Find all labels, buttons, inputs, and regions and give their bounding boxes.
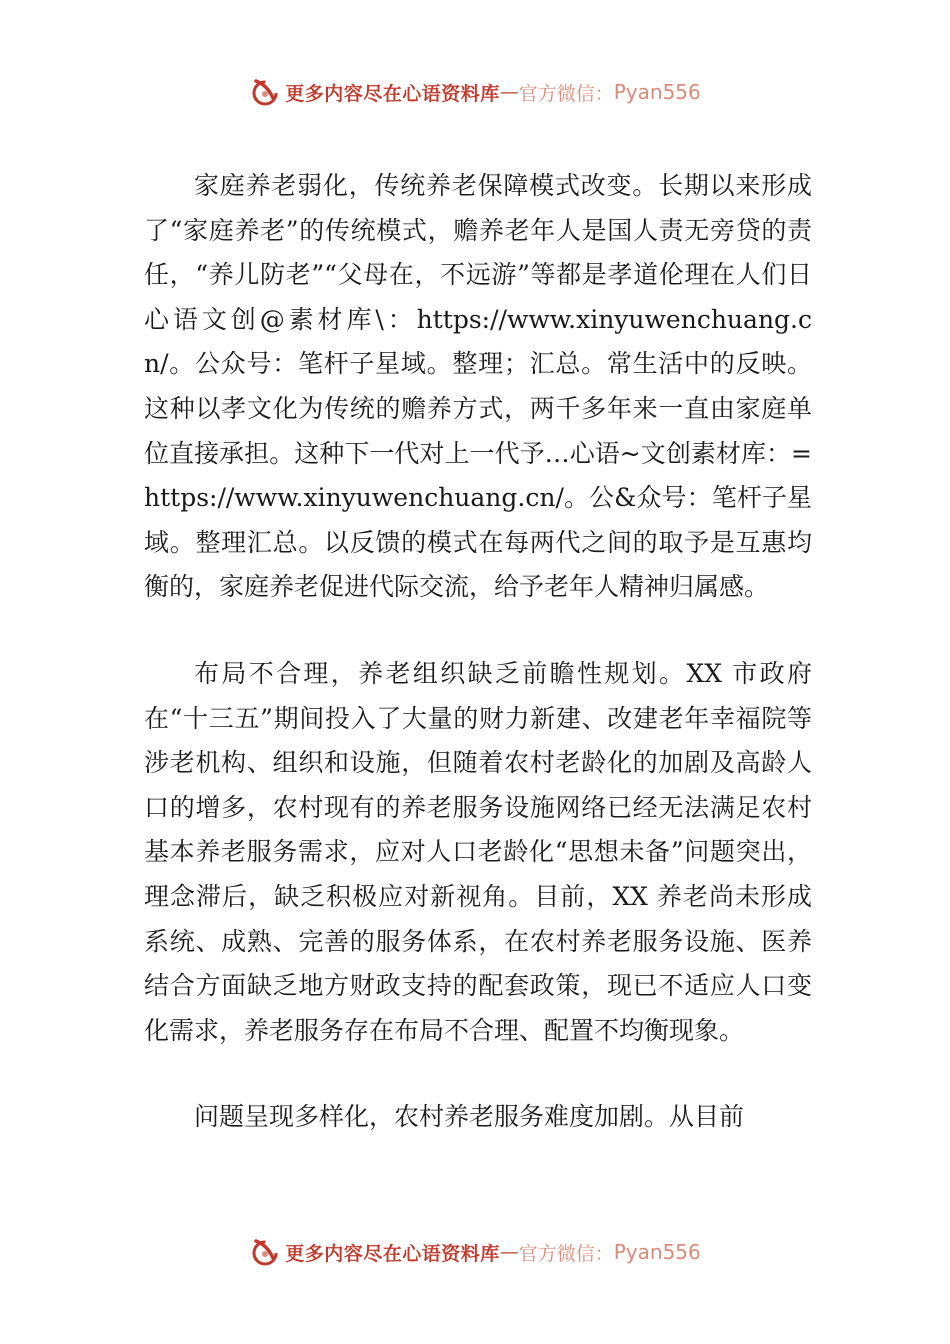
banner-separator: — bbox=[499, 1241, 519, 1263]
paragraph-service-difficulty: 问题呈现多样化，农村养老服务难度加剧。从目前 bbox=[194, 1102, 745, 1132]
header-banner bbox=[0, 72, 950, 112]
paragraph-layout-planning: 布局不合理，养老组织缺乏前瞻性规划。XX 市政府在“十三五”期间投入了大量的财力新建、改建老年幸福院等涉老机构、组织和设施，但随着农村老龄化的加剧及高龄人口的增多，农村现有的养老服务设施网络已经无法满足农村基本养老服务需求，应对人口老龄化“思想未备”问题突出，理念滞后，缺乏积极应对新视角。目前，XX 养老尚未形成系统、成熟、完善的服务体系，在农村养老服务设施、医养结合方面缺乏地方财政支持的配套政策，现已不适应人口变化需求，养老服务存在布局不合理、配置不均衡现象。 bbox=[144, 658, 812, 1045]
banner-wechat-label: 官方微信： bbox=[518, 82, 614, 105]
document-body bbox=[144, 164, 812, 1140]
banner-brand-text: 更多内容尽在心语资料库 bbox=[285, 1242, 500, 1265]
paragraph-family-care: 家庭养老弱化，传统养老保障模式改变。长期以来形成了“家庭养老”的传统模式，赡养老年人是国人责无旁贷的责任，“养儿防老”“父母在，不远游”等都是孝道伦理在人们日心语文创@素材库\：https://www.xinyuwenchuang.cn/。公众号：笔杆子星域。整理；汇总。常生活中的反映。这种以孝文化为传统的赡养方式，两千多年来一直由家庭单位直接承担。这种下一代对上一代予…心语~文创素材库：=https://www.xinyuwenchuang.cn/。公&众号：笔杆子星域。整理汇总。以反馈的模式在每两代之间的取予是互惠均衡的，家庭养老促进代际交流，给予老年人精神归属感。 bbox=[144, 171, 812, 602]
brush-circle-logo-icon bbox=[249, 1236, 281, 1268]
banner-wechat-id: Pyan556 bbox=[613, 80, 701, 104]
brush-circle-logo-icon bbox=[249, 76, 281, 108]
banner-brand-text: 更多内容尽在心语资料库 bbox=[285, 82, 500, 105]
banner-wechat-id: Pyan556 bbox=[613, 1240, 701, 1264]
banner-wechat-label: 官方微信： bbox=[518, 1242, 614, 1265]
banner-separator: — bbox=[499, 81, 519, 103]
footer-banner bbox=[0, 1232, 950, 1272]
